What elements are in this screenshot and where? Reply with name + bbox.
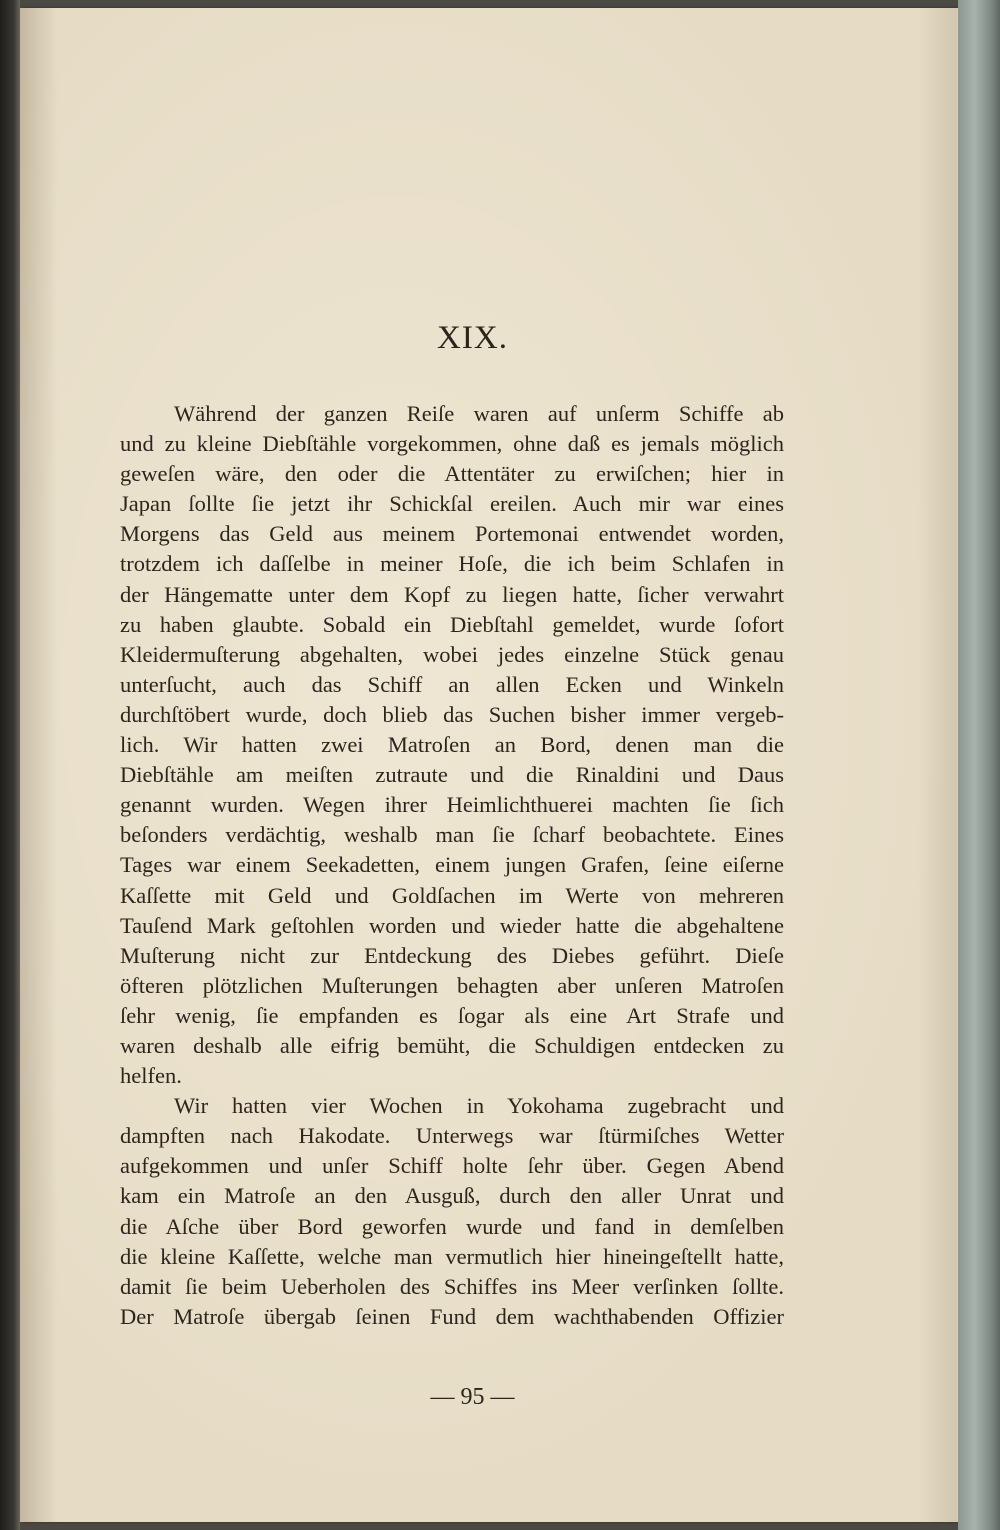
text-line: Während der ganzen Reiſe waren auf unſerm Schiffe ab: [174, 401, 784, 426]
text-line: geweſen wäre, den oder die Attentäter zu erwiſchen; hier in: [120, 461, 784, 487]
text-line: Tages war einem Seekadetten, einem jungen Grafen, ſeine eiſerne: [120, 852, 784, 878]
text-line: lich. Wir hatten zwei Matroſen an Bord, denen man die: [120, 732, 784, 758]
text-line: aufgekommen und unſer Schiff holte ſehr über. Gegen Abend: [120, 1153, 784, 1179]
text-line: kam ein Matroſe an den Ausguß, durch den aller Unrat und: [120, 1183, 784, 1209]
text-line: zu haben glaubte. Sobald ein Diebſtahl gemeldet, wurde ſofort: [120, 611, 784, 637]
text-line: dampften nach Hakodate. Unterwegs war ſtürmiſches Wetter: [120, 1123, 784, 1149]
text-line: öfteren plötzlichen Muſterungen behagten aber unſeren Matroſen: [120, 972, 784, 998]
text-line: beſonders verdächtig, weshalb man ſie ſcharf beobachtete. Eines: [120, 822, 784, 848]
text-line: die kleine Kaſſette, welche man vermutlich hier hineingeſtellt hatte,: [120, 1243, 784, 1269]
text-line: Kleidermuſterung abgehalten, wobei jedes einzelne Stück genau: [120, 641, 784, 667]
book-binding-left: [0, 0, 20, 1530]
chapter-heading: XIX.: [437, 320, 508, 356]
text-line: und zu kleine Diebſtähle vorgekommen, ohne daß es jemals möglich: [120, 431, 784, 457]
text-line: waren deshalb alle eifrig bemüht, die Schuldigen entdecken zu: [120, 1032, 784, 1058]
text-line: trotzdem ich daſſelbe in meiner Hoſe, die ich beim Schlafen in: [120, 551, 784, 577]
text-line: die Aſche über Bord geworfen wurde und fand in demſelben: [120, 1213, 784, 1239]
text-line: helfen.: [120, 1063, 182, 1089]
text-line: Tauſend Mark geſtohlen worden und wieder hatte die abgehaltene: [120, 912, 784, 938]
text-line: ſehr wenig, ſie empfanden es ſogar als eine Art Strafe und: [120, 1002, 784, 1028]
page-number: — 95 —: [430, 1384, 515, 1410]
text-line: unterſucht, auch das Schiff an allen Ecken und Winkeln: [120, 671, 784, 697]
text-line: Muſterung nicht zur Entdeckung des Diebes geführt. Dieſe: [120, 942, 784, 968]
body-text: [120, 399, 784, 1332]
text-line: Diebſtähle am meiſten zutraute und die Rinaldini und Daus: [120, 762, 784, 788]
text-line: durchſtöbert wurde, doch blieb das Suchen bisher immer vergeb-: [120, 701, 784, 727]
book-cover-edge: [958, 0, 1000, 1530]
book-page: [20, 8, 965, 1522]
text-line: Japan ſollte ſie jetzt ihr Schickſal ereilen. Auch mir war eines: [120, 491, 784, 517]
paragraph-2: [120, 1091, 784, 1332]
text-line: der Hängematte unter dem Kopf zu liegen hatte, ſicher verwahrt: [120, 581, 784, 607]
text-line: Wir hatten vier Wochen in Yokohama zugebracht und: [174, 1093, 784, 1119]
text-line: Kaſſette mit Geld und Goldſachen im Werte von mehreren: [120, 882, 784, 908]
text-line: Der Matroſe übergab ſeinen Fund dem wachthabenden Offizier: [120, 1303, 784, 1329]
text-line: damit ſie beim Ueberholen des Schiffes ins Meer verſinken ſollte.: [120, 1273, 784, 1299]
paragraph-1: [120, 399, 784, 1091]
text-line: genannt wurden. Wegen ihrer Heimlichthuerei machten ſie ſich: [120, 792, 784, 818]
text-line: Morgens das Geld aus meinem Portemonai entwendet worden,: [120, 521, 784, 547]
